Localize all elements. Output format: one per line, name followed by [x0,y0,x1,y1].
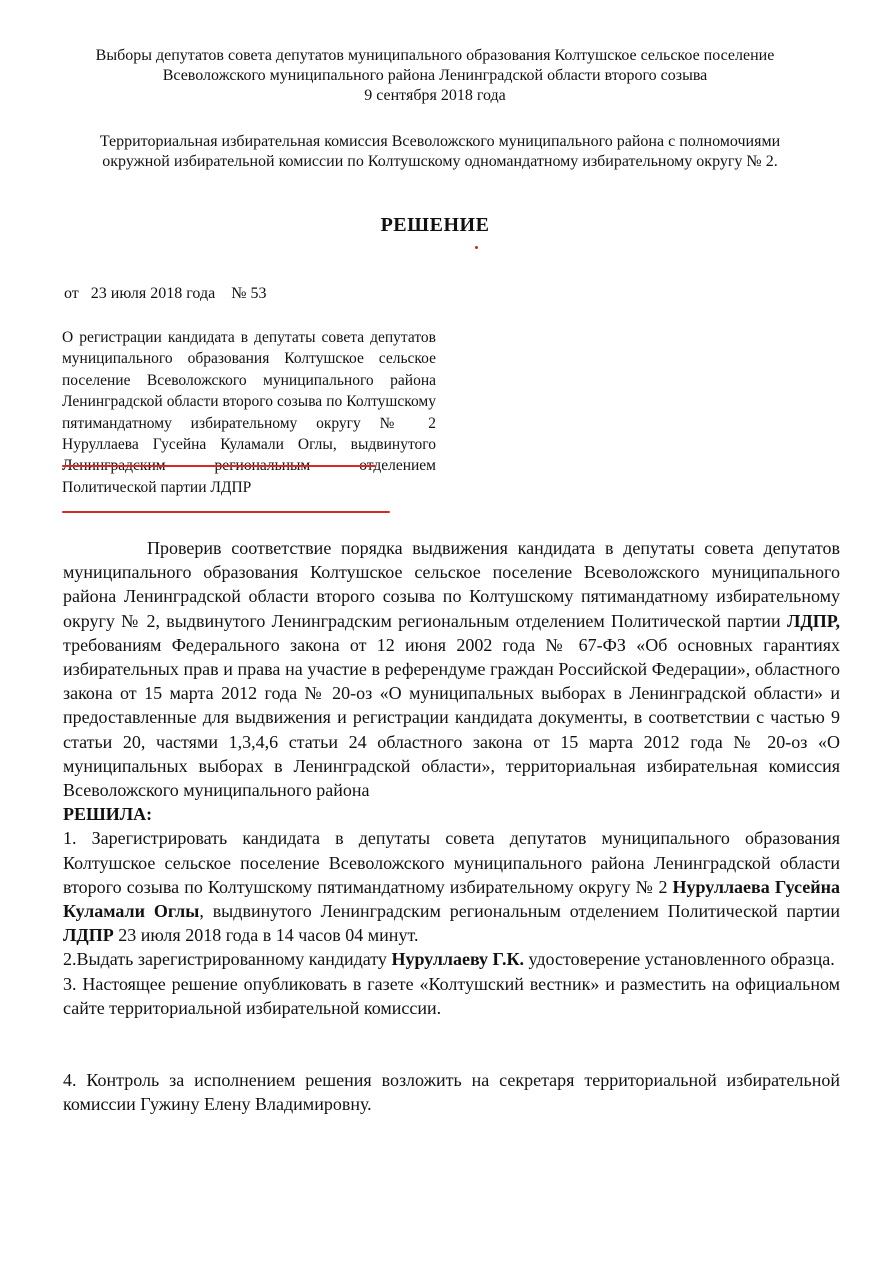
item2-text-2: удостоверение установленного образца. [524,949,835,970]
item1-text-2: , выдвинутого Ленинградским региональным отделением Политической партии [199,901,840,922]
preamble-text-2: требованиям Федерального закона от 12 июня 2002 года № 67-ФЗ «Об основных гарантиях избирательных прав и права на участие в референдуме граждан Российской Федерации», областного закона от 15 марта 2012 года № 20-оз «О муниципальных выборах в Ленинградской области» и предоставленные для выдвижения и регистрации кандидата документы, в соответствии с частью 9 статьи 20, частями 1,3,4,6 статьи 24 областного закона от 15 марта 2012 года № 20-оз «О муниципальных выборах в Ленинградской области», территориальная избирательная комиссия Всеволожского муниципального района [63,634,840,801]
red-annotation-dot [475,246,478,249]
decision-item-2 [63,947,840,971]
preamble-paragraph [63,536,840,802]
decision-item-3: 3. Настоящее решение опубликовать в газете «Колтушский вестник» и разместить на официальном сайте территориальной избирательной комиссии. [63,973,840,1018]
commission-header [40,132,840,172]
item2-candidate-name: Нуруллаеву Г.К. [391,949,525,970]
preamble-party: ЛДПР, [786,610,840,631]
item2-text-1: 2.Выдать зарегистрированному кандидату [63,949,392,970]
decision-body [63,536,840,1116]
decided-heading: РЕШИЛА: [63,804,153,825]
election-header-date: 9 сентября 2018 года [364,87,506,104]
document-title: РЕШЕНИЕ [380,214,490,236]
commission-header-line1: Территориальная избирательная комиссия Всеволожского муниципального района с полномочиями [99,133,781,150]
red-underline-candidate-name [62,465,376,467]
decision-subject-text: О регистрации кандидата в депутаты совета депутатов муниципального образования Колтушское сельское поселение Всеволожского муниципального района Ленинградской области второго созыва по Колтушскому пятимандатному избирательному округу № 2 Нуруллаева Гусейна Куламали Оглы, выдвинутого Ленинградским региональным отделением Политической партии ЛДПР [62,329,436,496]
red-underline-party [62,511,390,513]
spacer [63,1020,840,1068]
election-header [40,46,830,106]
item1-text-3: 23 июля 2018 года в 14 часов 04 минут. [113,925,419,946]
item1-candidate-name: Нуруллаева Гусейна Куламали Оглы [63,876,840,922]
decision-subject [62,327,436,498]
election-header-line1: Выборы депутатов совета депутатов муниципального образования Колтушское сельское поселение [95,47,775,64]
decision-item-1 [63,826,840,947]
preamble-text-1: Проверив соответствие порядка выдвижения кандидата в депутаты совета депутатов муниципального образования Колтушское сельское поселение Всеволожского муниципального района Ленинградской области второго созыва по Колтушскому пятимандатному избирательному округу № 2, выдвинутого Ленинградским региональным отделением Политической партии [63,538,840,631]
item1-party: ЛДПР [63,925,114,946]
election-header-line2: Всеволожского муниципального района Ленинградской области второго созыва [162,67,708,84]
decision-date-number: от 23 июля 2018 года № 53 [64,285,267,302]
commission-header-line2: окружной избирательной комиссии по Колтушскому одномандатному избирательному округу № 2. [102,153,778,170]
decision-item-4: 4. Контроль за исполнением решения возложить на секретаря территориальной избирательной комиссии Гужину Елену Владимировну. [63,1070,840,1115]
item1-text-1: 1. Зарегистрировать кандидата в депутаты совета депутатов муниципального образования Колтушское сельское поселение Всеволожского муниципального района Ленинградской области второго созыва по Колтушскому пятимандатному избирательному округу № 2 [63,828,840,897]
